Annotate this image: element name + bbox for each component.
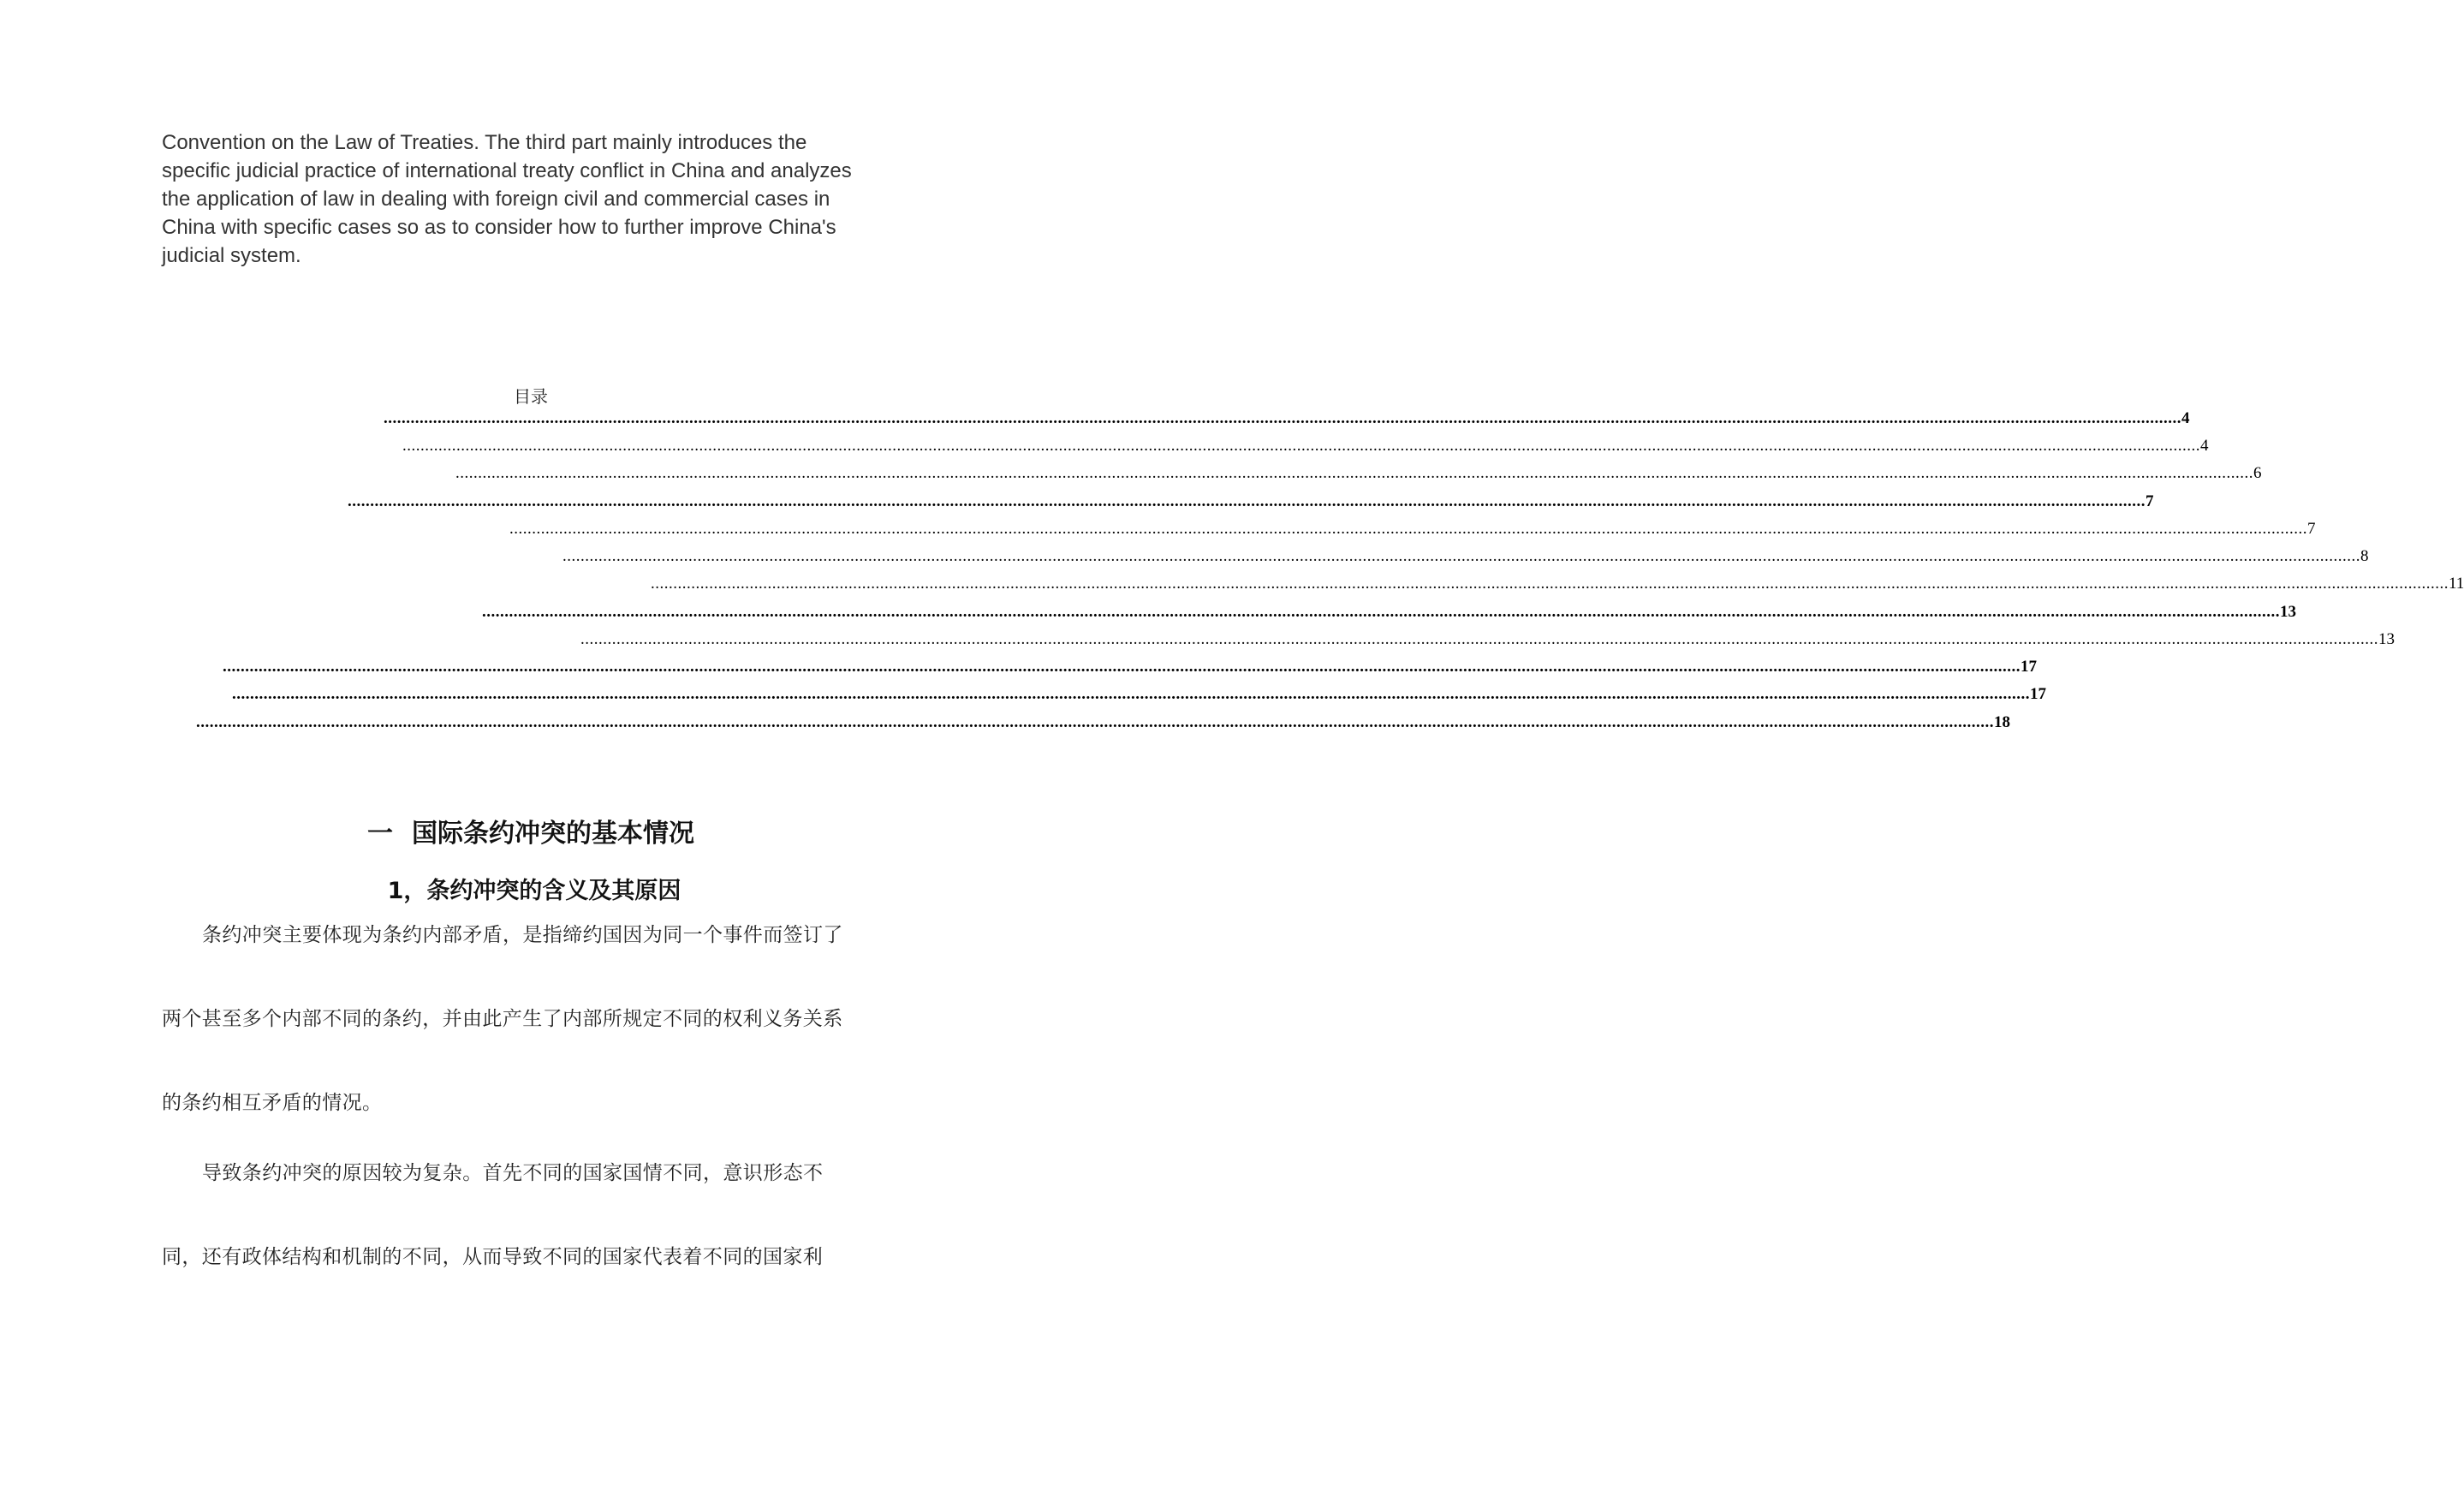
toc-leader-dots: ................................................................................................................................................................................................................................................................................................................................................................................................................ — [651, 575, 2449, 593]
toc-entry[interactable] — [651, 568, 2464, 593]
toc-leader-dots: ................................................................................................................................................................................................................................................................................................................................................................................................................ — [232, 685, 2030, 703]
toc-title: 目录 — [514, 386, 548, 407]
abstract-line: the application of law in dealing with foreign civil and commercial cases in — [162, 188, 830, 211]
toc-page-number: 13 — [2378, 630, 2395, 648]
paragraph-line: 导致条约冲突的原因较为复杂。首先不同的国家国情不同，意识形态不 — [202, 1162, 824, 1184]
paragraph-line: 条约冲突主要体现为条约内部矛盾，是指缔约国因为同一个事件而签订了 — [202, 924, 843, 946]
toc-entry[interactable] — [482, 596, 2296, 622]
toc-entry[interactable] — [455, 457, 2262, 483]
toc-entry[interactable] — [402, 430, 2209, 456]
toc-entry[interactable] — [196, 706, 2010, 732]
chapter-title: 国际条约冲突的基本情况 — [412, 819, 694, 849]
toc-page-number: 7 — [2146, 492, 2154, 510]
toc-page-number: 7 — [2307, 520, 2316, 538]
toc-leader-dots: ................................................................................................................................................................................................................................................................................................................................................................................................................ — [455, 464, 2253, 482]
abstract-line: specific judicial practice of international treaty conflict in China and analyzes — [162, 159, 852, 182]
toc-leader-dots: ................................................................................................................................................................................................................................................................................................................................................................................................................ — [562, 547, 2360, 565]
toc-entry[interactable] — [348, 486, 2154, 511]
toc-leader-dots: ................................................................................................................................................................................................................................................................................................................................................................................................................ — [482, 603, 2280, 621]
english-abstract — [162, 128, 915, 270]
paragraph-line: 两个甚至多个内部不同的条约，并由此产生了内部所规定不同的权利义务关系 — [162, 1008, 843, 1030]
toc-page-number: 18 — [1994, 713, 2010, 731]
toc-page-number: 11 — [2449, 575, 2464, 593]
paragraph-line: 的条约相互矛盾的情况。 — [162, 1092, 383, 1114]
toc-entry[interactable] — [562, 540, 2369, 566]
toc-entry[interactable] — [580, 623, 2395, 649]
toc-entry[interactable] — [509, 513, 2316, 539]
toc-page-number: 4 — [2200, 437, 2209, 455]
toc-page-number: 17 — [2021, 658, 2037, 676]
toc-page-number: 4 — [2181, 409, 2190, 427]
toc-page-number: 8 — [2360, 547, 2369, 565]
toc-leader-dots: ................................................................................................................................................................................................................................................................................................................................................................................................................ — [348, 492, 2146, 510]
toc-page-number: 13 — [2280, 603, 2296, 621]
toc-page-number: 17 — [2030, 685, 2046, 703]
toc-leader-dots: ................................................................................................................................................................................................................................................................................................................................................................................................................ — [223, 658, 2021, 676]
abstract-line: China with specific cases so as to consider how to further improve China's — [162, 216, 836, 239]
toc-leader-dots: ................................................................................................................................................................................................................................................................................................................................................................................................................ — [196, 713, 1994, 731]
paragraph-line: 同，还有政体结构和机制的不同，从而导致不同的国家代表着不同的国家利 — [162, 1246, 824, 1268]
toc-leader-dots: ................................................................................................................................................................................................................................................................................................................................................................................................................ — [509, 520, 2307, 538]
section-heading: 1，条约冲突的含义及其原因 — [387, 878, 681, 904]
abstract-line: judicial system. — [162, 244, 301, 267]
toc-entry[interactable] — [232, 678, 2046, 704]
abstract-line: Convention on the Law of Treaties. The third part mainly introduces the — [162, 131, 807, 154]
toc-leader-dots: ................................................................................................................................................................................................................................................................................................................................................................................................................ — [384, 409, 2181, 427]
toc-page-number: 6 — [2253, 464, 2262, 482]
toc-leader-dots: ................................................................................................................................................................................................................................................................................................................................................................................................................ — [402, 437, 2200, 455]
chapter-number: 一 — [367, 819, 393, 849]
toc-leader-dots: ................................................................................................................................................................................................................................................................................................................................................................................................................ — [580, 630, 2378, 648]
toc-entry[interactable] — [384, 402, 2190, 428]
chapter-heading — [0, 812, 1062, 849]
toc-entry[interactable] — [223, 651, 2037, 676]
